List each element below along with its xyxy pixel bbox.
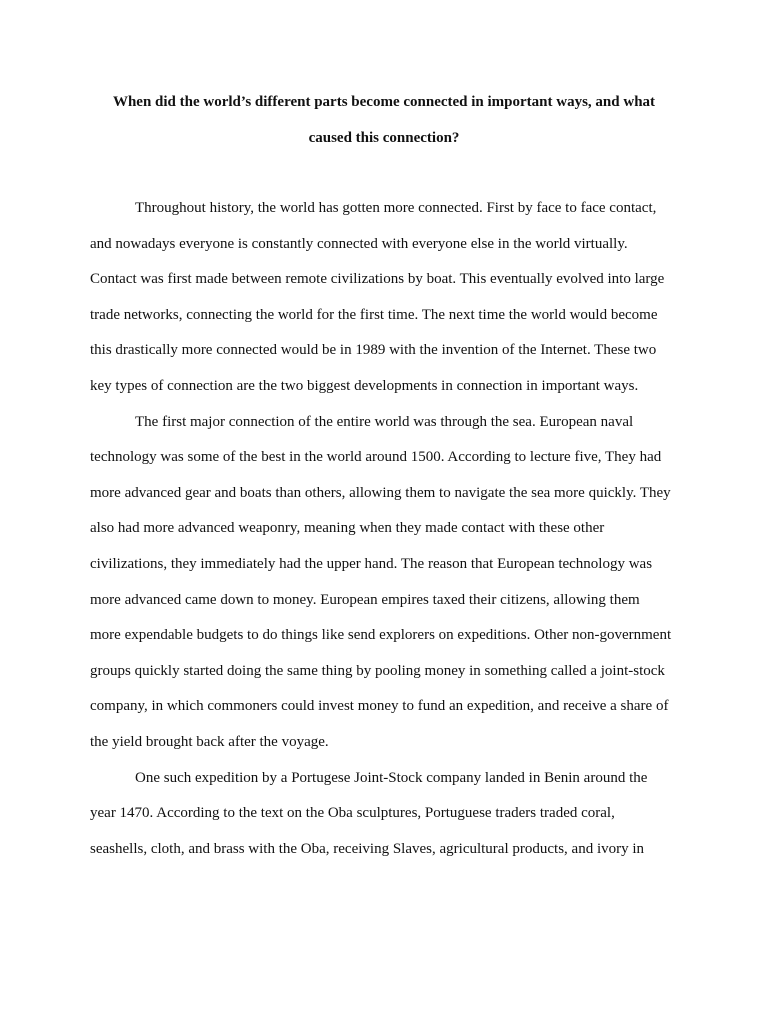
- text-line: civilizations, they immediately had the upper hand. The reason that European technology was: [90, 555, 653, 572]
- text-line: Contact was first made between remote civilizations by boat. This eventually evolved into large: [90, 271, 665, 288]
- paragraph-1: [90, 191, 690, 405]
- text-line: Throughout history, the world has gotten more connected. First by face to face contact,: [135, 200, 657, 216]
- text-line: this drastically more connected would be in 1989 with the invention of the Internet. These two: [90, 342, 657, 359]
- text-line: technology was some of the best in the world around 1500. According to lecture five, They had: [90, 449, 662, 466]
- text-line: seashells, cloth, and brass with the Oba, receiving Slaves, agricultural products, and ivory in: [90, 840, 645, 857]
- text-line: company, in which commoners could invest money to fund an expedition, and receive a share of: [90, 698, 669, 715]
- text-line: trade networks, connecting the world for the first time. The next time the world would become: [90, 306, 658, 323]
- text-line: more expendable budgets to do things like send explorers on expeditions. Other non-government: [90, 627, 672, 644]
- text-line: One such expedition by a Portugese Joint-Stock company landed in Benin around the: [135, 769, 648, 786]
- paragraph-3: [90, 761, 690, 868]
- text-line: also had more advanced weaponry, meaning when they made contact with these other: [90, 520, 605, 537]
- text-line: and nowadays everyone is constantly connected with everyone else in the world virtually.: [90, 235, 628, 252]
- paragraph-2: [90, 405, 690, 761]
- essay-title-line-1: When did the world’s different parts become connected in important ways, and what: [112, 94, 656, 110]
- essay-body: [90, 191, 690, 867]
- text-line: year 1470. According to the text on the Oba sculptures, Portuguese traders traded coral,: [90, 805, 615, 822]
- text-line: more advanced came down to money. European empires taxed their citizens, allowing them: [90, 591, 640, 608]
- essay-title: [90, 85, 678, 156]
- text-line: key types of connection are the two biggest developments in connection in important ways.: [90, 377, 639, 394]
- essay-title-line-2: caused this connection?: [308, 129, 460, 146]
- text-line: The first major connection of the entire world was through the sea. European naval: [135, 413, 634, 430]
- text-line: the yield brought back after the voyage.: [90, 733, 329, 750]
- text-line: more advanced gear and boats than others, allowing them to navigate the sea more quickly. They: [90, 484, 671, 501]
- text-line: groups quickly started doing the same thing by pooling money in something called a joint-stock: [90, 662, 665, 679]
